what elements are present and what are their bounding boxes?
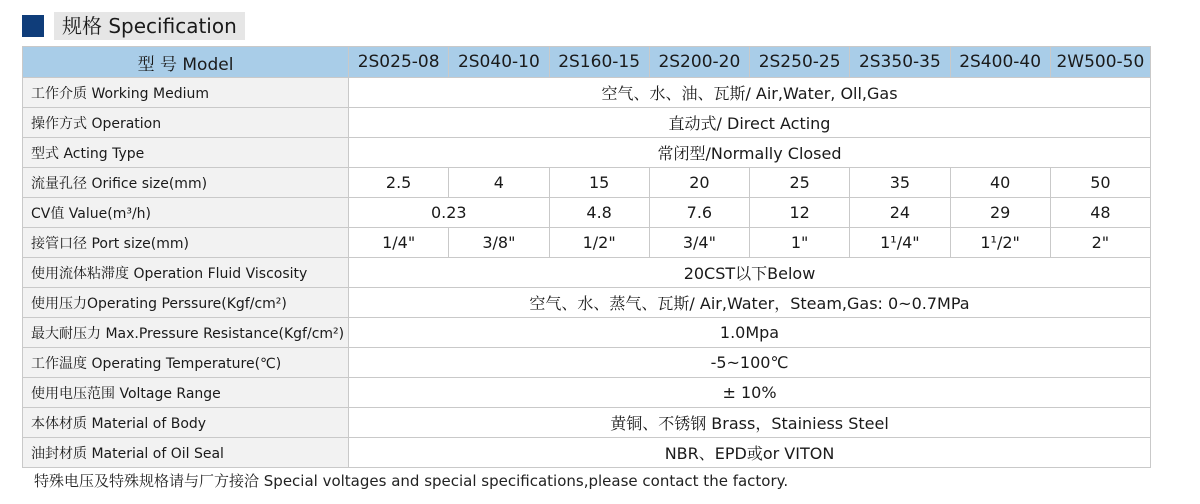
row-cell: 1/4" (349, 228, 449, 258)
row-label: 型式 Acting Type (23, 138, 349, 168)
row-cell: 3/8" (449, 228, 549, 258)
row-value: -5~100℃ (349, 348, 1151, 378)
model-cell: 2S250-25 (750, 47, 850, 78)
row-cell: 48 (1050, 198, 1150, 228)
section-title (22, 12, 245, 40)
row-label: 接管口径 Port size(mm) (23, 228, 349, 258)
model-cell: 2S400-40 (950, 47, 1050, 78)
row-label: 使用压力Operating Perssure(Kgf/cm²) (23, 288, 349, 318)
row-cell: 1¹/4" (850, 228, 950, 258)
row-cell: 1/2" (549, 228, 649, 258)
row-label: 本体材质 Material of Body (23, 408, 349, 438)
row-label: 使用电压范围 Voltage Range (23, 378, 349, 408)
row-cell: 35 (850, 168, 950, 198)
table-row (23, 318, 1151, 348)
row-cell: 0.23 (349, 198, 550, 228)
row-value: 常闭型/Normally Closed (349, 138, 1151, 168)
row-label: 工作温度 Operating Temperature(℃) (23, 348, 349, 378)
row-value: 空气、水、油、瓦斯/ Air,Water, Oll,Gas (349, 78, 1151, 108)
table-row (23, 378, 1151, 408)
table-row (23, 138, 1151, 168)
row-cell: 50 (1050, 168, 1150, 198)
row-value: 1.0Mpa (349, 318, 1151, 348)
row-cell: 40 (950, 168, 1050, 198)
row-label: 使用流体粘滞度 Operation Fluid Viscosity (23, 258, 349, 288)
table-row (23, 348, 1151, 378)
section-title-text: 规格 Specification (54, 12, 245, 40)
row-cell: 1¹/2" (950, 228, 1050, 258)
row-cell: 25 (750, 168, 850, 198)
row-label: 油封材质 Material of Oil Seal (23, 438, 349, 468)
row-value: NBR、EPD或or VITON (349, 438, 1151, 468)
row-cell: 2.5 (349, 168, 449, 198)
table-header-row (23, 47, 1151, 78)
row-cell: 2" (1050, 228, 1150, 258)
row-cell: 3/4" (649, 228, 749, 258)
table-row (23, 168, 1151, 198)
row-label: CV值 Value(m³/h) (23, 198, 349, 228)
row-value: 空气、水、蒸气、瓦斯/ Air,Water，Steam,Gas: 0~0.7MPa (349, 288, 1151, 318)
row-value: 20CST以下Below (349, 258, 1151, 288)
row-cell: 29 (950, 198, 1050, 228)
spec-table (22, 46, 1151, 468)
footnote: 特殊电压及特殊规格请与厂方接洽 Special voltages and special specifications,please contact the factory. (34, 472, 789, 490)
table-row (23, 228, 1151, 258)
table-row (23, 198, 1151, 228)
row-label: 最大耐压力 Max.Pressure Resistance(Kgf/cm²) (23, 318, 349, 348)
row-cell: 20 (649, 168, 749, 198)
row-cell: 4.8 (549, 198, 649, 228)
row-cell: 12 (750, 198, 850, 228)
row-label: 工作介质 Working Medium (23, 78, 349, 108)
table-row (23, 108, 1151, 138)
model-cell: 2S200-20 (649, 47, 749, 78)
table-row (23, 288, 1151, 318)
table-row (23, 408, 1151, 438)
table-row (23, 438, 1151, 468)
row-cell: 1" (750, 228, 850, 258)
row-cell: 7.6 (649, 198, 749, 228)
model-cell: 2S025-08 (349, 47, 449, 78)
table-row (23, 258, 1151, 288)
row-cell: 24 (850, 198, 950, 228)
model-cell: 2W500-50 (1050, 47, 1150, 78)
table-row (23, 78, 1151, 108)
row-cell: 15 (549, 168, 649, 198)
model-header: 型 号 Model (23, 47, 349, 78)
title-marker (22, 15, 44, 37)
row-value: 直动式/ Direct Acting (349, 108, 1151, 138)
row-value: ± 10% (349, 378, 1151, 408)
row-label: 流量孔径 Orifice size(mm) (23, 168, 349, 198)
row-cell: 4 (449, 168, 549, 198)
model-cell: 2S350-35 (850, 47, 950, 78)
row-value: 黄铜、不锈钢 Brass，Stainiess Steel (349, 408, 1151, 438)
model-cell: 2S040-10 (449, 47, 549, 78)
row-label: 操作方式 Operation (23, 108, 349, 138)
model-cell: 2S160-15 (549, 47, 649, 78)
